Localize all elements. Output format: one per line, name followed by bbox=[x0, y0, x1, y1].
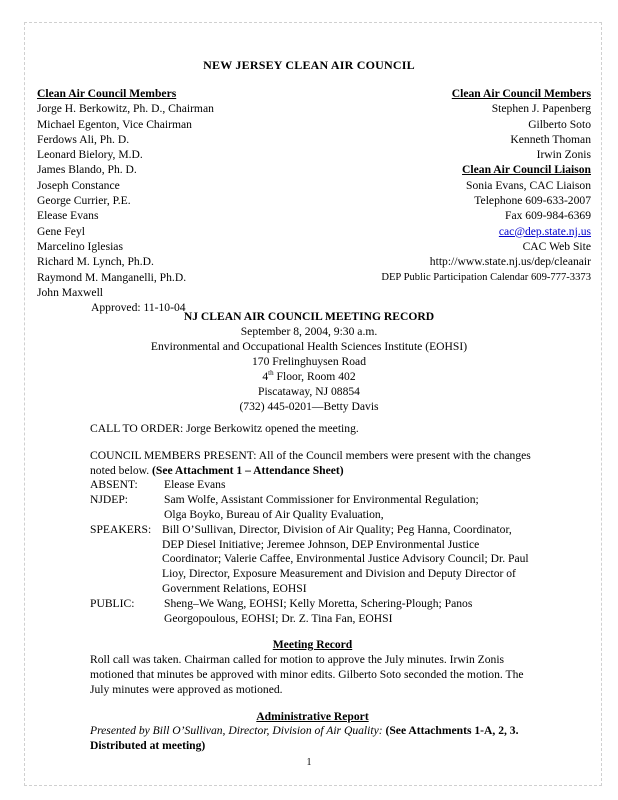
member-name: Irwin Zonis bbox=[536, 148, 591, 162]
member-name: James Blando, Ph. D. bbox=[37, 163, 137, 177]
njdep-line: Olga Boyko, Bureau of Air Quality Evaluation, bbox=[164, 507, 384, 521]
njdep-label: NJDEP: bbox=[90, 493, 129, 507]
web-site-label: CAC Web Site bbox=[522, 239, 591, 253]
org-title: NEW JERSEY CLEAN AIR COUNCIL bbox=[203, 58, 415, 72]
meeting-record-text: Roll call was taken. Chairman called for motion to approve the July minutes. Irwin Zonis motioned that minutes be approved with minor edits. Gilberto Soto seconded the motion. The July minutes were approved as motioned. bbox=[90, 653, 524, 696]
meeting-date: September 8, 2004, 9:30 a.m. bbox=[240, 325, 378, 338]
member-name: Marcelino Iglesias bbox=[37, 239, 123, 253]
speakers-row bbox=[90, 523, 535, 597]
member-name: George Currier, P.E. bbox=[37, 194, 131, 208]
absent-label: ABSENT: bbox=[90, 478, 138, 492]
member-name: Kenneth Thoman bbox=[510, 132, 591, 146]
member-name: Gene Feyl bbox=[37, 224, 85, 238]
public-label: PUBLIC: bbox=[90, 596, 135, 610]
meeting-body bbox=[90, 422, 535, 754]
meeting-record-title: NJ CLEAN AIR COUNCIL MEETING RECORD bbox=[183, 310, 435, 323]
public-value: Sheng–We Wang, EOHSI; Kelly Moretta, Schering-Plough; Panos Georgopoulous, EOHSI; Dr. Z. Tina Fan, EOHSI bbox=[164, 596, 473, 625]
meeting-floor: 4th Floor, Room 402 bbox=[262, 369, 356, 383]
public-row bbox=[90, 597, 535, 627]
liaison-fax: Fax 609-984-6369 bbox=[505, 209, 591, 223]
meeting-institute: Environmental and Occupational Health Sciences Institute (EOHSI) bbox=[150, 340, 468, 353]
participation-calendar: DEP Public Participation Calendar 609-777-3373 bbox=[381, 271, 591, 283]
liaison-name: Sonia Evans, CAC Liaison bbox=[466, 178, 591, 192]
member-name: Michael Egenton, Vice Chairman bbox=[37, 117, 192, 131]
member-name: Richard M. Lynch, Ph.D. bbox=[37, 255, 154, 269]
administrative-report-text: Presented by Bill O’Sullivan, Director, Division of Air Quality: (See Attachments 1-A, 2, 3. Distributed at meeting) bbox=[90, 724, 519, 753]
liaison-telephone: Telephone 609-633-2007 bbox=[474, 194, 591, 208]
right-members-header: Clean Air Council Members bbox=[451, 87, 591, 100]
web-site-url[interactable]: http://www.state.nj.us/dep/cleanair bbox=[429, 255, 591, 269]
member-name: Gilberto Soto bbox=[528, 117, 591, 131]
approved-date: Approved: 11-10-04 bbox=[91, 301, 186, 315]
member-name: Joseph Constance bbox=[37, 178, 120, 192]
member-name: Leonard Bielory, M.D. bbox=[37, 148, 143, 162]
meeting-record-heading bbox=[0, 309, 618, 414]
right-member-column bbox=[291, 86, 591, 285]
speakers-label: SPEAKERS: bbox=[90, 522, 152, 536]
liaison-header: Clean Air Council Liaison bbox=[462, 163, 591, 177]
njdep-line: Sam Wolfe, Assistant Commissioner for Environmental Regulation; bbox=[164, 493, 479, 507]
njdep-row bbox=[90, 493, 535, 523]
member-name: Stephen J. Papenberg bbox=[491, 102, 591, 116]
page-number: 1 bbox=[306, 757, 312, 768]
meeting-street: 170 Frelinghuysen Road bbox=[252, 355, 366, 368]
administrative-report-header: Administrative Report bbox=[256, 709, 369, 723]
members-present: COUNCIL MEMBERS PRESENT: All of the Council members were present with the changes noted below. (See Attachment 1 – Attendance Sheet) bbox=[90, 448, 531, 477]
email-link[interactable]: cac@dep.state.nj.us bbox=[498, 224, 591, 238]
call-to-order: CALL TO ORDER: Jorge Berkowitz opened the meeting. bbox=[90, 422, 359, 435]
member-name: Elease Evans bbox=[37, 209, 99, 223]
member-name: Jorge H. Berkowitz, Ph. D., Chairman bbox=[37, 102, 214, 116]
member-name: John Maxwell bbox=[37, 285, 104, 299]
member-name: Raymond M. Manganelli, Ph.D. bbox=[37, 270, 187, 284]
meeting-record-section-header: Meeting Record bbox=[272, 638, 353, 652]
absent-row bbox=[90, 478, 535, 493]
member-name: Ferdows Ali, Ph. D. bbox=[37, 132, 130, 146]
speakers-value: Bill O’Sullivan, Director, Division of Air Quality; Peg Hanna, Coordinator, DEP Diesel Initiative; Jeremee Johnson, DEP Environmental Justice Coordinator; Valerie Caffee, Environmental Justice Advisory Council; Dr. Paul Lioy, Director, Exposure Measurement and Division and Deputy Director of Government Relations, EOHSI bbox=[162, 522, 529, 595]
absent-value: Elease Evans bbox=[164, 478, 226, 492]
left-members-header: Clean Air Council Members bbox=[37, 87, 177, 100]
meeting-phone: (732) 445-0201—Betty Davis bbox=[239, 400, 379, 413]
meeting-city: Piscataway, NJ 08854 bbox=[258, 385, 360, 398]
